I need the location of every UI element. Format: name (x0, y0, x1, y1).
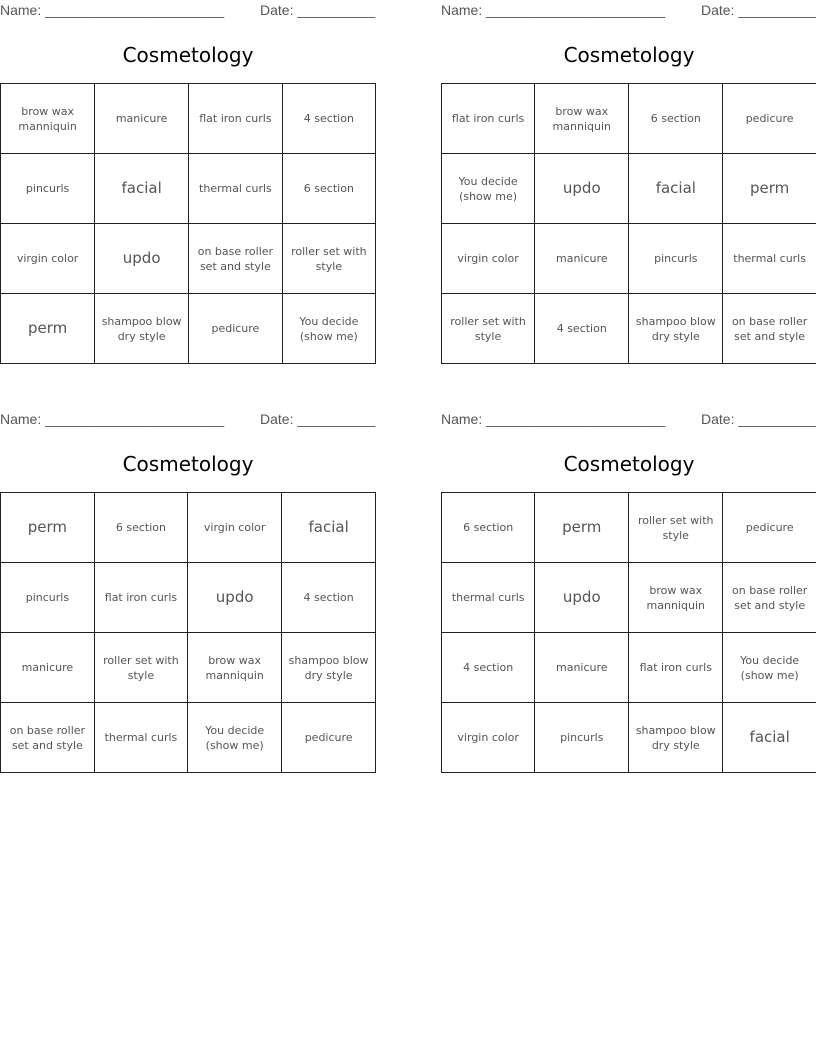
grid-cell: 6 section (629, 84, 723, 154)
grid-cell: 4 section (282, 563, 376, 633)
bingo-grid (0, 83, 376, 364)
date-field: Date: __________ (260, 411, 376, 427)
grid-cell: roller set with style (629, 493, 723, 563)
grid-cell: 6 section (282, 154, 375, 224)
grid-cell: perm (1, 493, 95, 563)
grid-cell: facial (282, 493, 376, 563)
grid-cell: You decide (show me) (442, 154, 535, 224)
card-title: Cosmetology (122, 452, 254, 476)
grid-cell: roller set with style (282, 224, 375, 294)
name-field: Name: _______________________ (0, 411, 225, 427)
grid-cell: pincurls (535, 703, 629, 773)
grid-cell: shampoo blow dry style (282, 633, 376, 703)
grid-cell: pedicure (282, 703, 376, 773)
grid-cell: updo (188, 563, 282, 633)
grid-cell: thermal curls (723, 224, 816, 294)
name-field: Name: _______________________ (441, 411, 666, 427)
grid-cell: manicure (95, 84, 189, 154)
grid-cell: on base roller set and style (723, 294, 816, 364)
grid-row (1, 563, 376, 633)
grid-row (1, 224, 376, 294)
grid-cell: pedicure (723, 84, 816, 154)
grid-cell: 6 section (442, 493, 535, 563)
card-title: Cosmetology (563, 43, 695, 67)
grid-cell: virgin color (442, 703, 535, 773)
grid-row (1, 154, 376, 224)
grid-cell: flat iron curls (94, 563, 187, 633)
grid-cell: virgin color (1, 224, 95, 294)
grid-cell: perm (723, 154, 816, 224)
grid-cell: flat iron curls (442, 84, 535, 154)
grid-row (1, 84, 376, 154)
bingo-grid (0, 492, 376, 773)
grid-row (442, 154, 816, 224)
grid-cell: facial (629, 154, 723, 224)
date-field: Date: __________ (260, 2, 376, 18)
grid-cell: pincurls (1, 154, 95, 224)
grid-row (1, 703, 376, 773)
grid-cell: on base roller set and style (1, 703, 95, 773)
grid-row (442, 84, 816, 154)
grid-row (442, 703, 816, 773)
grid-cell: manicure (1, 633, 95, 703)
grid-cell: perm (535, 493, 629, 563)
grid-cell: brow wax manniquin (535, 84, 629, 154)
grid-cell: roller set with style (442, 294, 535, 364)
grid-cell: thermal curls (189, 154, 283, 224)
grid-cell: 4 section (442, 633, 535, 703)
grid-cell: roller set with style (94, 633, 187, 703)
name-field: Name: _______________________ (0, 2, 225, 18)
name-field: Name: _______________________ (441, 2, 666, 18)
grid-cell: 4 section (282, 84, 375, 154)
grid-cell: perm (1, 294, 95, 364)
grid-cell: shampoo blow dry style (629, 703, 723, 773)
grid-row (442, 224, 816, 294)
grid-cell: pincurls (629, 224, 723, 294)
grid-cell: on base roller set and style (189, 224, 283, 294)
grid-cell: facial (723, 703, 816, 773)
grid-row (1, 633, 376, 703)
grid-row (1, 493, 376, 563)
card-title: Cosmetology (563, 452, 695, 476)
grid-cell: pedicure (723, 493, 816, 563)
grid-cell: manicure (535, 224, 629, 294)
bingo-grid (441, 492, 816, 773)
grid-cell: brow wax manniquin (1, 84, 95, 154)
grid-cell: You decide (show me) (282, 294, 375, 364)
grid-cell: thermal curls (94, 703, 187, 773)
grid-cell: shampoo blow dry style (95, 294, 189, 364)
grid-row (442, 633, 816, 703)
grid-cell: virgin color (442, 224, 535, 294)
grid-row (442, 563, 816, 633)
grid-cell: pedicure (189, 294, 283, 364)
grid-cell: virgin color (188, 493, 282, 563)
grid-cell: facial (95, 154, 189, 224)
grid-cell: brow wax manniquin (629, 563, 723, 633)
grid-cell: You decide (show me) (723, 633, 816, 703)
grid-cell: brow wax manniquin (188, 633, 282, 703)
date-field: Date: __________ (701, 2, 816, 18)
date-field: Date: __________ (701, 411, 816, 427)
grid-cell: shampoo blow dry style (629, 294, 723, 364)
grid-cell: updo (95, 224, 189, 294)
bingo-grid (441, 83, 816, 364)
grid-cell: thermal curls (442, 563, 535, 633)
grid-cell: 6 section (94, 493, 187, 563)
grid-cell: You decide (show me) (188, 703, 282, 773)
grid-row (442, 493, 816, 563)
grid-row (1, 294, 376, 364)
grid-row (442, 294, 816, 364)
grid-cell: on base roller set and style (723, 563, 816, 633)
grid-cell: updo (535, 154, 629, 224)
grid-cell: pincurls (1, 563, 95, 633)
grid-cell: flat iron curls (189, 84, 283, 154)
grid-cell: manicure (535, 633, 629, 703)
grid-cell: 4 section (535, 294, 629, 364)
grid-cell: updo (535, 563, 629, 633)
grid-cell: flat iron curls (629, 633, 723, 703)
card-title: Cosmetology (122, 43, 254, 67)
